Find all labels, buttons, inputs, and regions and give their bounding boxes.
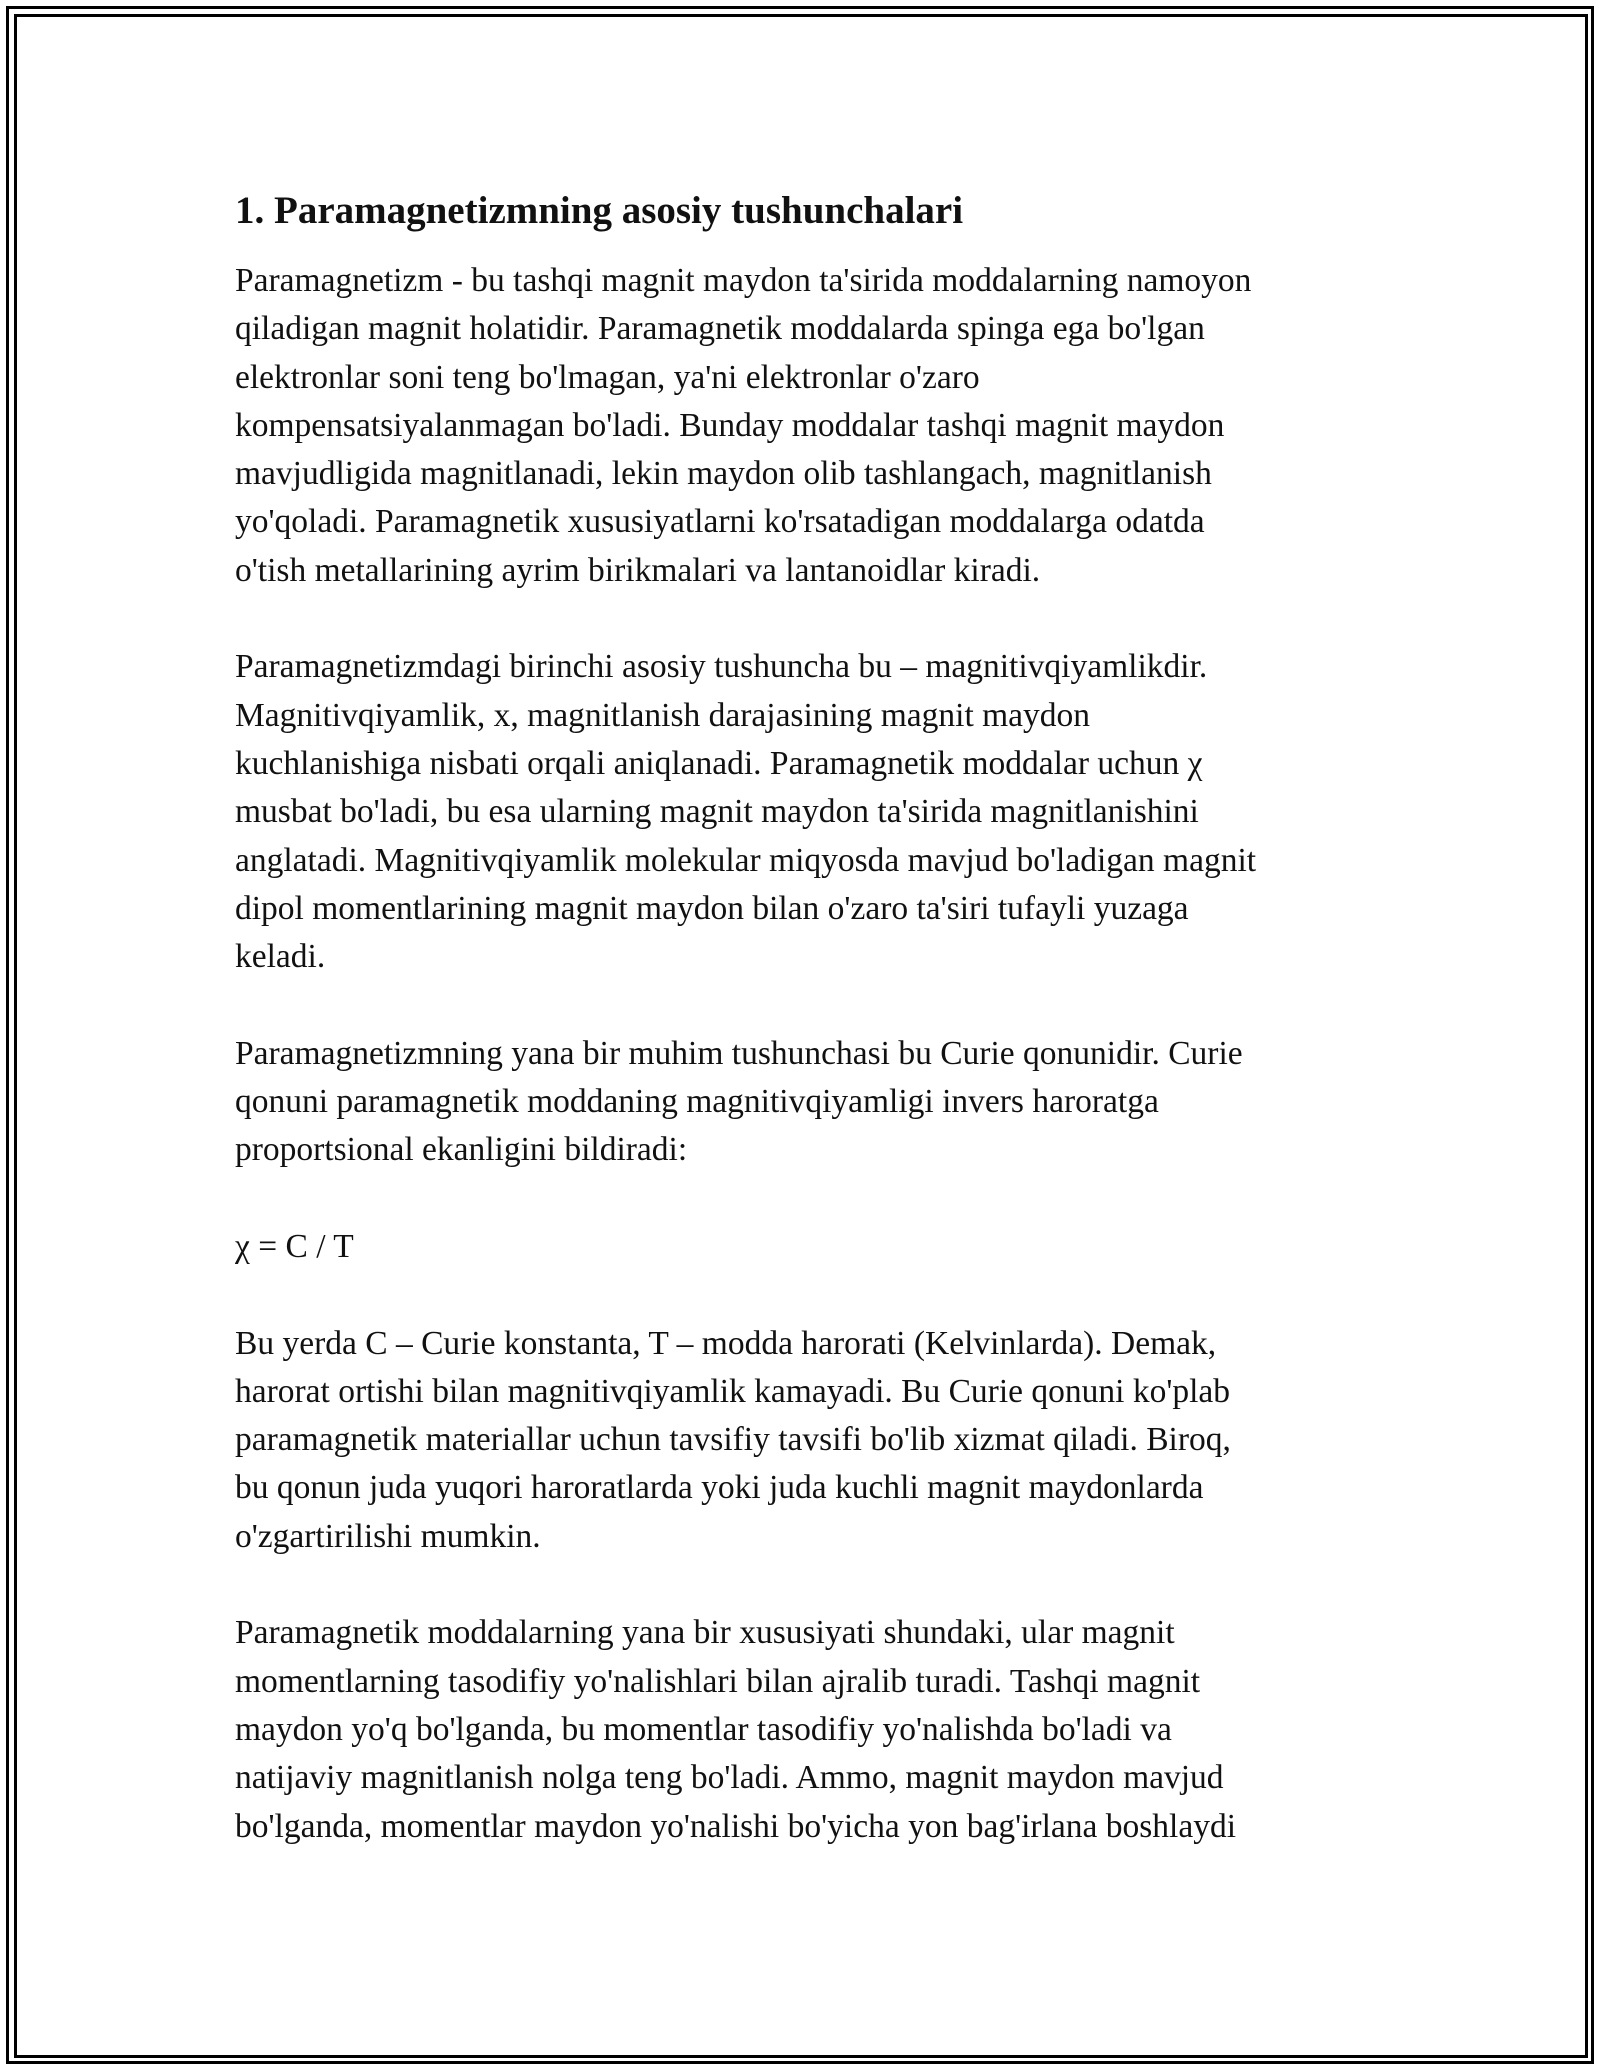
document-body [235, 185, 1375, 1899]
formula-curie: χ = C / T [235, 1227, 354, 1265]
paragraph-moment-orientation: Paramagnetik moddalarning yana bir xususiyati shundaki, ular magnit momentlarning tasodifiy yo'nalishlari bilan ajralib turadi. Tashqi magnit maydon yo'q bo'lganda, bu momentlar tasodifiy yo'nalishda bo'ladi va natijaviy magnitlanish nolga teng bo'ladi. Ammo, magnit maydon mavjud bo'lganda, momentlar maydon yo'nalishi bo'yicha yon bag'irlana boshlaydi [235, 1614, 1237, 1845]
paragraph-curie-law: Paramagnetizmning yana bir muhim tushunchasi bu Curie qonunidir. Curie qonuni paramagnetik moddaning magnitivqiyamligi invers haroratga proportsional ekanligini bildiradi: [235, 1034, 1243, 1169]
paragraph-curie-explanation: Bu yerda C – Curie konstanta, T – modda harorati (Kelvinlarda). Demak, harorat ortishi bilan magnitivqiyamlik kamayadi. Bu Curie qonuni ko'plab paramagnetik materiallar uchun tavsifiy tavsifi bo'lib xizmat qiladi. Biroq, bu qonun juda yuqori haroratlarda yoki juda kuchli magnit maydonlarda o'zgartirilishi mumkin. [235, 1324, 1231, 1555]
paragraph-susceptibility: Paramagnetizmdagi birinchi asosiy tushuncha bu – magnitivqiyamlikdir. Magnitivqiyamlik, x, magnitlanish darajasining magnit maydon kuchlanishiga nisbati orqali aniqlanadi. Paramagnetik moddalar uchun χ musbat bo'ladi, bu esa ularning magnit maydon ta'sirida magnitlanishini anglatadi. Magnitivqiyamlik molekular miqyosda mavjud bo'ladigan magnit dipol momentlarining magnit maydon bilan o'zaro ta'siri tufayli yuzaga keladi. [235, 648, 1257, 976]
paragraph-definition: Paramagnetizm - bu tashqi magnit maydon ta'sirida moddalarning namoyon qiladigan magnit holatidir. Paramagnetik moddalarda spinga ega bo'lgan elektronlar soni teng bo'lmagan, ya'ni elektronlar o'zaro kompensatsiyalanmagan bo'ladi. Bunday moddalar tashqi magnit maydon mavjudligida magnitlanadi, lekin maydon olib tashlangach, magnitlanish yo'qoladi. Paramagnetik xususiyatlarni ko'rsatadigan moddalarga odatda o'tish metallarining ayrim birikmalari va lantanoidlar kiradi. [235, 262, 1252, 589]
section-heading: 1. Paramagnetizmning asosiy tushunchalari [235, 189, 964, 232]
